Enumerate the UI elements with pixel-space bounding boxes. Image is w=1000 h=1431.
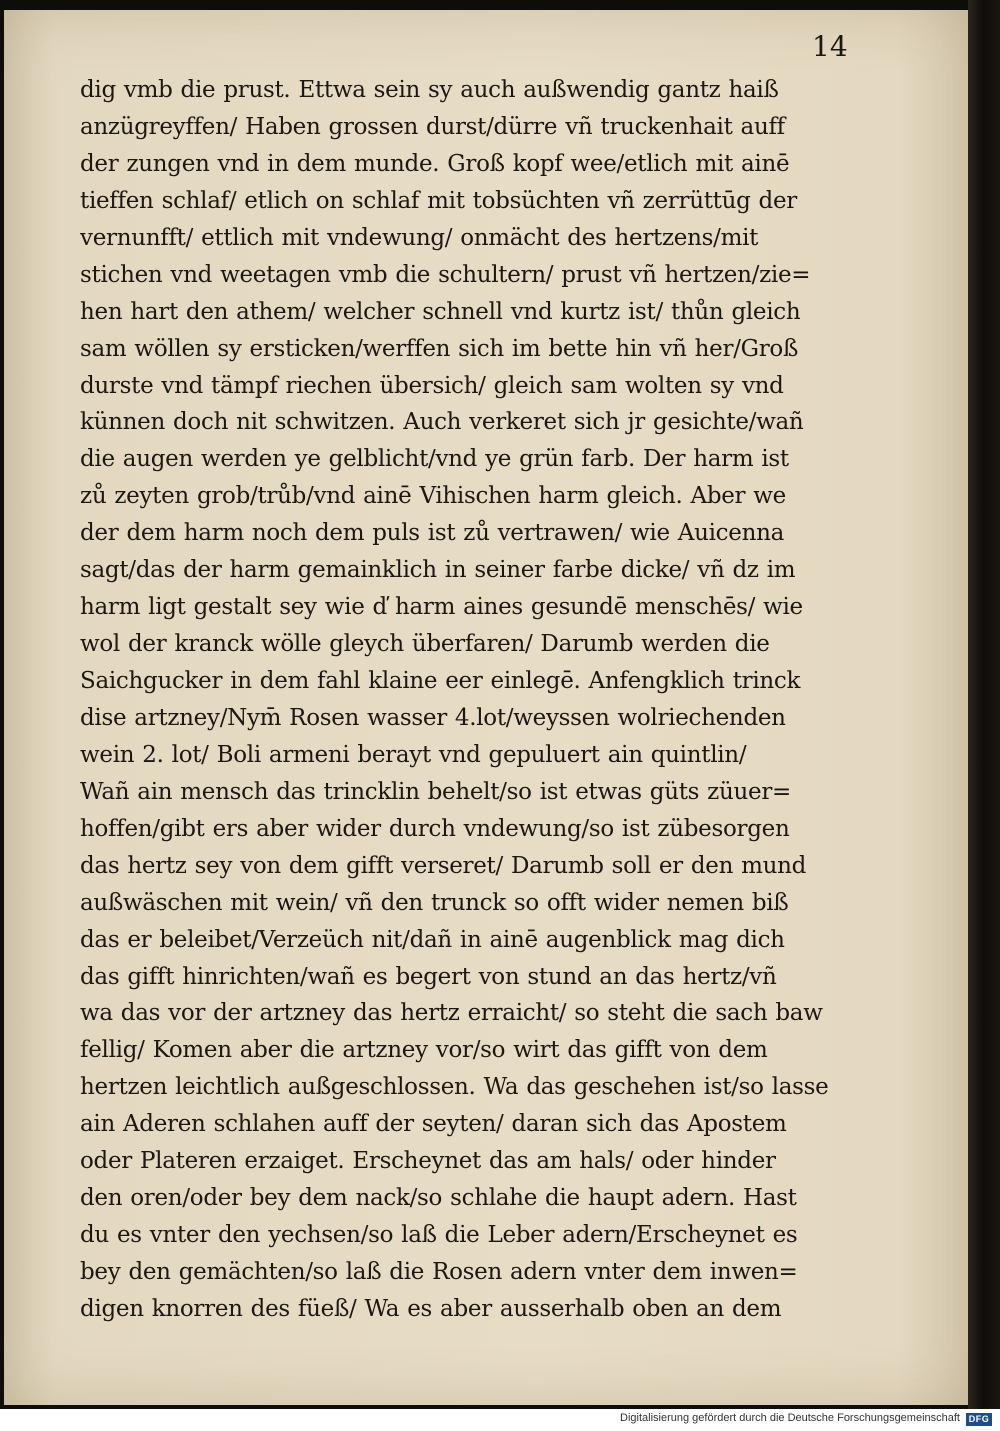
text-line: künnen doch nit schwitzen. Auch verkeret sich jr gesichte/wañ: [80, 409, 804, 436]
text-line: dig vmb die prust. Ettwa sein sy auch außwendig gantz haiß: [80, 77, 779, 103]
text-line: du es vnter den yechsen/so laß die Leber adern/Erscheynet es: [80, 1222, 798, 1249]
text-line: harm ligt gestalt sey wie ď harm aines gesundē menschēs/ wie: [80, 594, 803, 621]
text-line: Wañ ain mensch das trincklin behelt/so ist etwas güts züuer=: [80, 778, 791, 805]
text-line: wa das vor der artzney das hertz erraicht/ so steht die sach baw: [80, 1000, 823, 1027]
text-line: sam wöllen sy ersticken/werffen sich im bette hin vñ her/Groß: [80, 335, 799, 362]
text-line: wol der kranck wölle gleych überfaren/ Darumb werden die: [80, 631, 770, 658]
text-line: die augen werden ye gelblicht/vnd ye grün farb. Der harm ist: [80, 446, 789, 473]
page-number: 14: [812, 30, 848, 63]
text-line: das hertz sey von dem gifft verseret/ Darumb soll er den mund: [80, 852, 807, 879]
text-line: wein 2. lot/ Boli armeni berayt vnd gepuluert ain quintlin/: [80, 741, 747, 768]
document-page: [4, 10, 972, 1405]
text-line: stichen vnd weetagen vmb die schultern/ prust vñ hertzen/zie=: [80, 261, 811, 288]
text-line: der dem harm noch dem puls ist zů vertrawen/ wie Auicenna: [80, 520, 785, 547]
page-edge-shadow: [968, 0, 1000, 1409]
text-line: Saichgucker in dem fahl klaine eer einlegē. Anfengklich trinck: [80, 668, 801, 694]
text-line: ain Aderen schlahen auff der seyten/ daran sich das Apostem: [80, 1111, 787, 1138]
text-line: fellig/ Komen aber die artzney vor/so wirt das gifft von dem: [80, 1037, 768, 1064]
text-line: dise artzney/Nym̄ Rosen wasser 4.lot/weyssen wolriechenden: [80, 704, 786, 731]
text-line: das er beleibet/Verzeüch nit/dañ in ainē augenblick mag dich: [80, 926, 785, 953]
text-line: den oren/oder bey dem nack/so schlahe die haupt adern. Hast: [80, 1185, 797, 1212]
text-line: hoffen/gibt ers aber wider durch vndewung/so ist zübesorgen: [80, 815, 790, 842]
text-line: zů zeyten grob/trůb/vnd ainē Vihischen harm gleich. Aber we: [80, 483, 786, 510]
text-line: hertzen leichtlich außgeschlossen. Wa das geschehen ist/so lasse: [80, 1074, 829, 1101]
text-line: der zungen vnd in dem munde. Groß kopf wee/etlich mit ainē: [80, 150, 790, 177]
text-line: außwäschen mit wein/ vñ den trunck so offt wider nemen biß: [80, 889, 789, 916]
body-text: [80, 72, 900, 1328]
footer-bar: [0, 1409, 1000, 1431]
text-line: bey den gemächten/so laß die Rosen adern vnter dem inwen=: [80, 1259, 798, 1285]
text-line: digen knorren des füeß/ Wa es aber ausserhalb oben an dem: [80, 1295, 782, 1322]
funding-credit: Digitalisierung gefördert durch die Deutsche Forschungsgemeinschaft: [620, 1412, 960, 1424]
text-line: sagt/das der harm gemainklich in seiner farbe dicke/ vñ dz im: [80, 557, 796, 584]
text-line: hen hart den athem/ welcher schnell vnd kurtz ist/ thůn gleich: [80, 298, 801, 325]
text-line: das gifft hinrichten/wañ es begert von stund an das hertz/vñ: [80, 963, 777, 990]
text-line: oder Plateren erzaiget. Erscheynet das am hals/ oder hinder: [80, 1148, 776, 1175]
dfg-logo: DFG: [966, 1413, 992, 1426]
text-line: vernunfft/ ettlich mit vndewung/ onmächt des hertzens/mit: [80, 224, 759, 251]
text-line: tieffen schlaf/ etlich on schlaf mit tobsüchten vñ zerrüttūg der: [80, 187, 797, 214]
text-line: anzügreyffen/ Haben grossen durst/dürre vñ truckenhait auff: [80, 113, 785, 140]
text-line: durste vnd tämpf riechen übersich/ gleich sam wolten sy vnd: [80, 372, 784, 399]
